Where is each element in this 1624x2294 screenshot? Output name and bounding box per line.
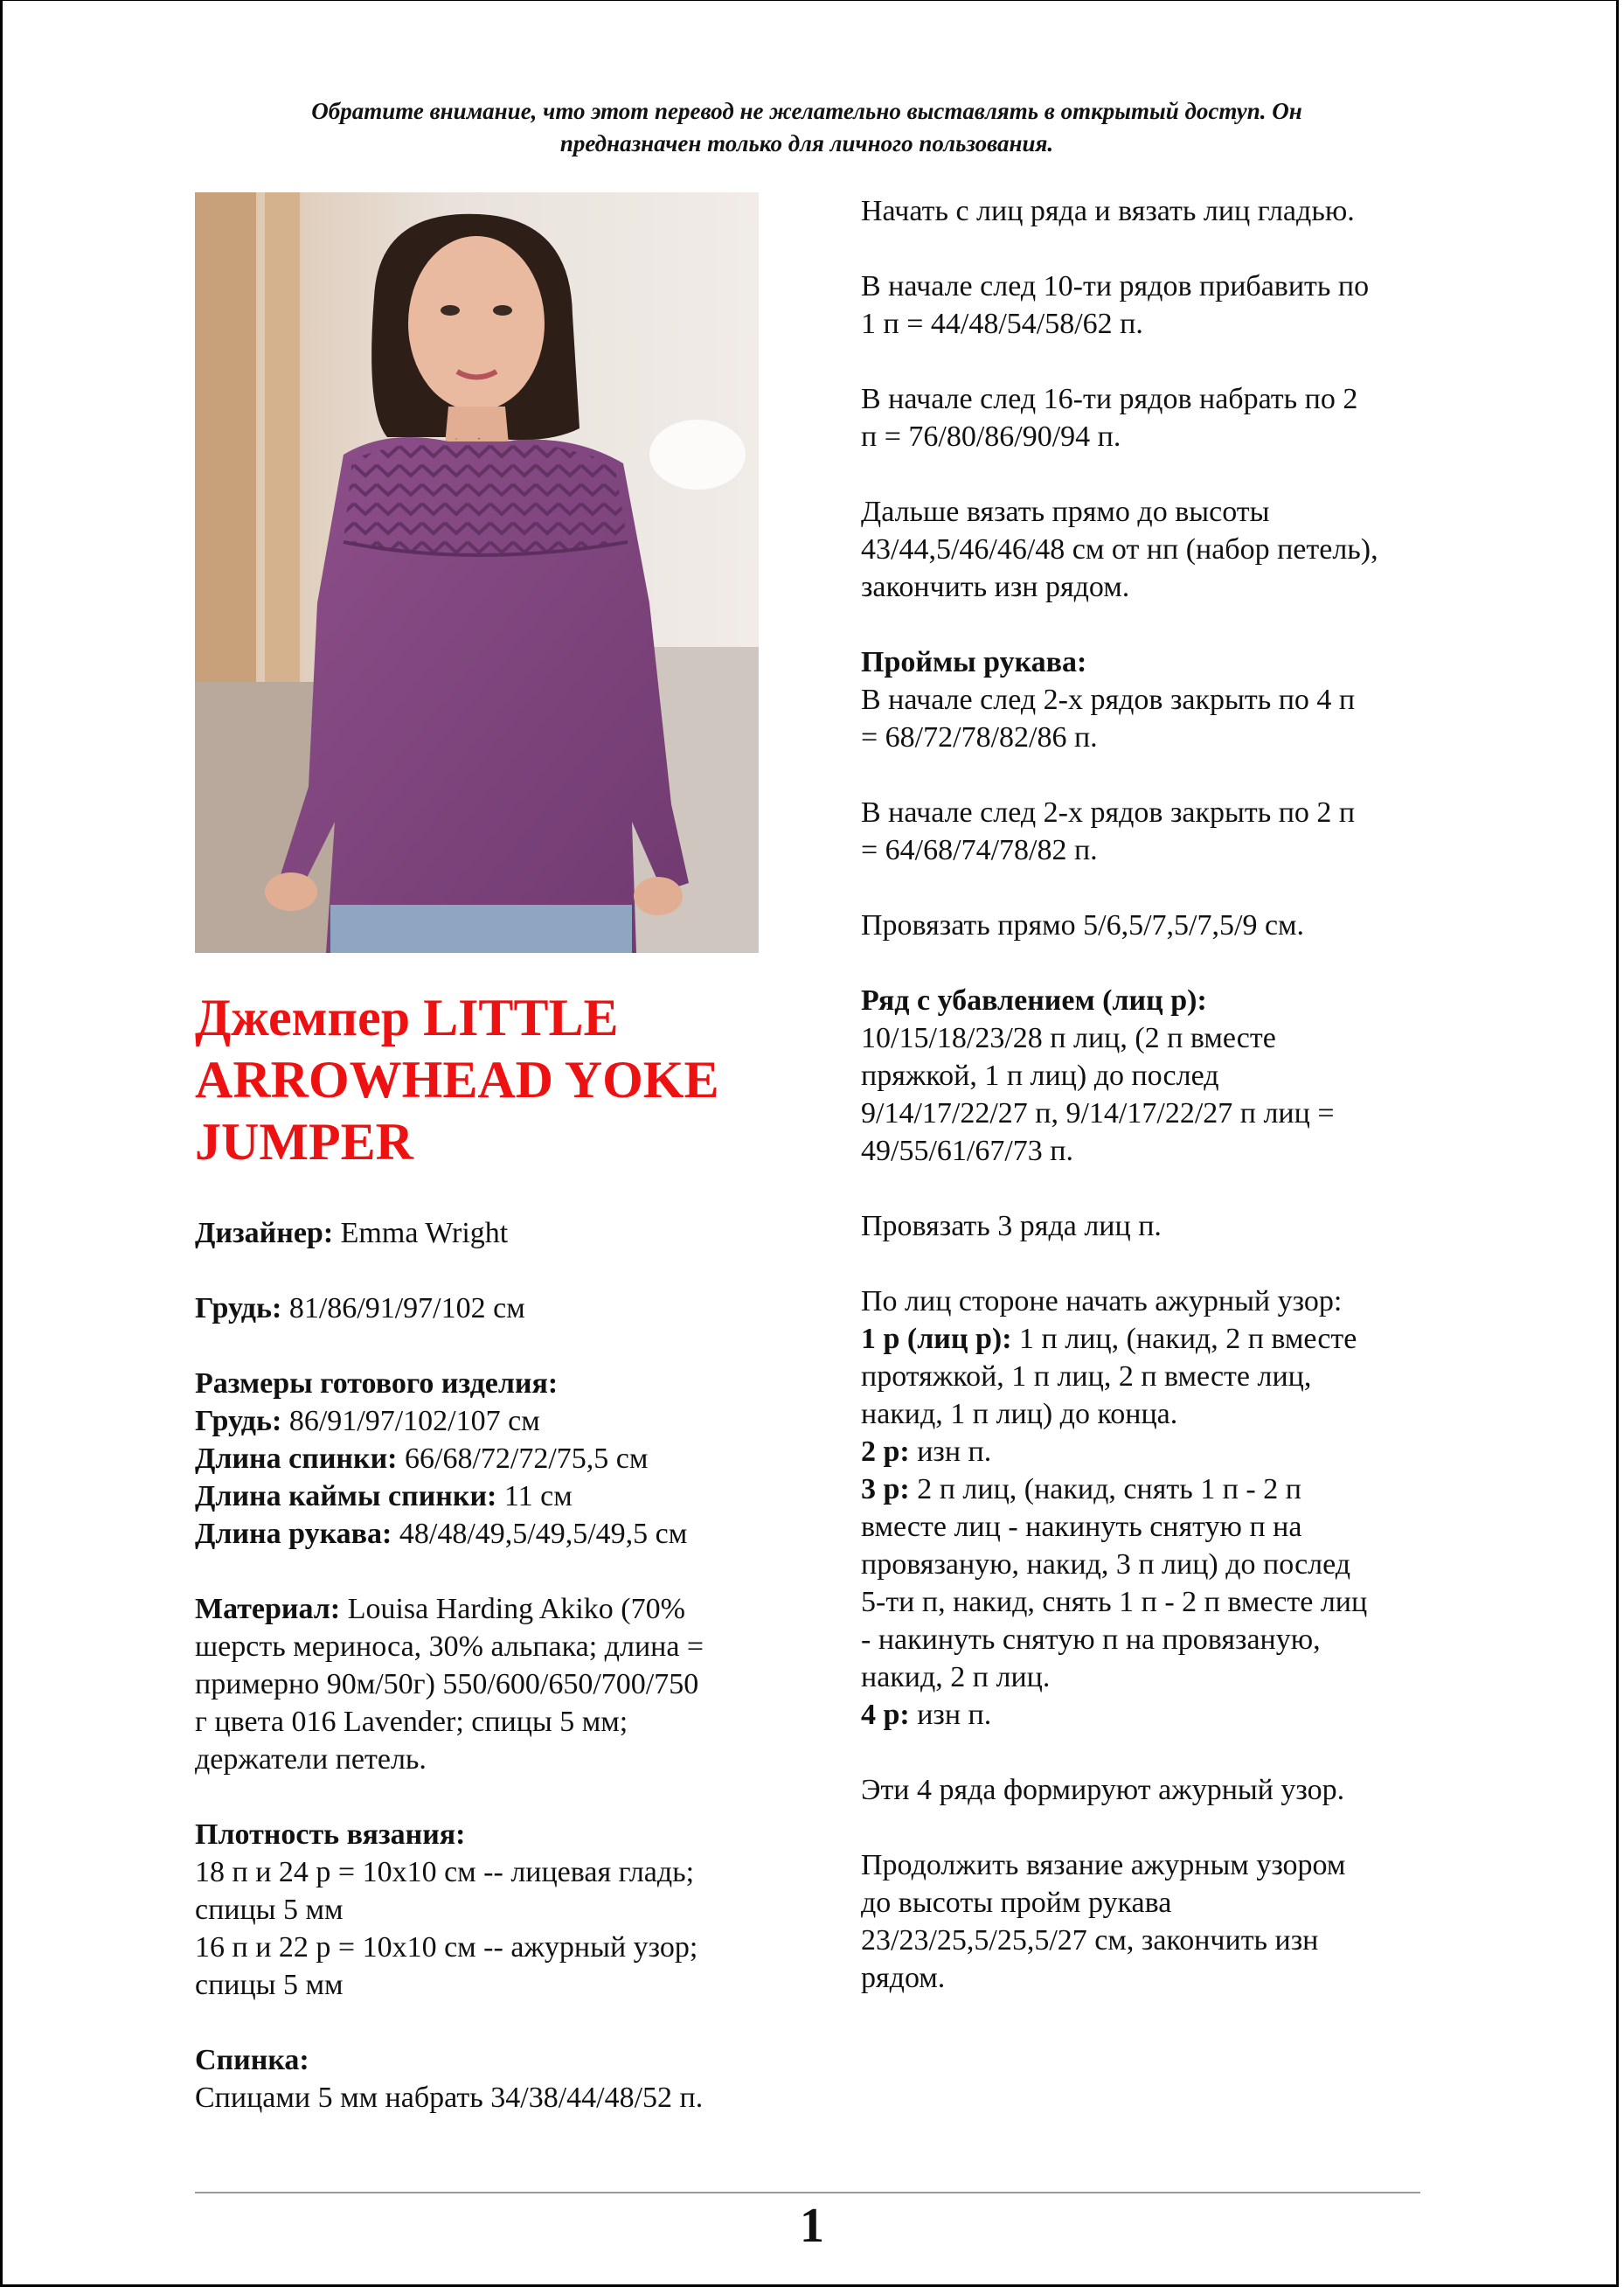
instruction-line: 10/15/18/23/28 п лиц, (2 п вместе [861,1022,1276,1054]
right-column [861,192,1473,1997]
back-line: Спицами 5 мм набрать 34/38/44/48/52 п. [195,2082,704,2114]
finished-heading: Размеры готового изделия: [195,1367,559,1400]
back-heading: Спинка: [195,2044,309,2076]
instruction-line: до высоты пройм рукава [861,1887,1172,1919]
spec-value: 48/48/49,5/49,5/49,5 см [392,1518,688,1550]
instruction-line: 49/55/61/67/73 п. [861,1135,1073,1167]
spec-label: Длина рукава: [195,1518,392,1550]
instruction-line: 9/14/17/22/27 п, 9/14/17/22/27 п лиц = [861,1097,1335,1130]
material-value: Louisa Harding Akiko (70% [340,1593,685,1625]
spec-label: Грудь: [195,1405,282,1437]
instruction-line: 23/23/25,5/25,5/27 см, закончить изн [861,1924,1319,1957]
instruction-line: Провязать 3 ряда лиц п. [861,1210,1162,1242]
instruction-line: В начале след 16-ти рядов набрать по 2 [861,383,1358,415]
instruction-line: Дальше вязать прямо до высоты [861,496,1270,528]
designer-label: Дизайнер: [195,1217,334,1249]
instruction-line: Продолжить вязание ажурным узором [861,1849,1346,1881]
bust-label: Грудь: [195,1292,282,1324]
instruction-line: 43/44,5/46/46/48 см от нп (набор петель), [861,533,1378,566]
finished-back-length [195,1440,807,1477]
row-label: 1 р (лиц р): [861,1323,1012,1355]
armhole-heading: Проймы рукава: [861,646,1087,678]
bust-line [195,1290,807,1327]
instruction-line: Провязать прямо 5/6,5/7,5/7,5/9 см. [861,909,1305,942]
row-text: 2 п лиц, (накид, снять 1 п - 2 п [909,1473,1301,1505]
gauge-heading: Плотность вязания: [195,1818,466,1851]
row-2-line [861,1433,1473,1470]
row-label: 3 р: [861,1473,910,1505]
instruction-line: п = 76/80/86/90/94 п. [861,421,1121,453]
instruction-line: провязаную, накид, 3 п лиц) до послед [861,1548,1351,1581]
instruction-line: Эти 4 ряда формируют ажурный узор. [861,1774,1345,1806]
spec-label: Длина спинки: [195,1442,398,1475]
row-label: 2 р: [861,1435,910,1468]
gauge-line: спицы 5 мм [195,1894,344,1926]
material-line: держатели петель. [195,1743,427,1776]
instruction-line: закончить изн рядом. [861,571,1130,603]
material-line [195,1590,807,1628]
gauge-line: 16 п и 22 р = 10х10 см -- ажурный узор; [195,1931,698,1964]
finished-sleeve-length [195,1515,807,1553]
instruction-line: 1 п = 44/48/54/58/62 п. [861,308,1143,340]
spec-value: 11 см [496,1480,573,1512]
material-line: примерно 90м/50г) 550/600/650/700/750 [195,1668,699,1700]
notice-line: предназначен только для личного пользования. [559,130,1054,156]
material-label: Материал: [195,1593,341,1625]
row-text: изн п. [909,1699,992,1731]
notice-line: Обратите внимание, что этот перевод не желательно выставлять в открытый доступ. Он [311,98,1302,124]
instruction-line: накид, 2 п лиц. [861,1661,1051,1693]
title-line: ARROWHEAD YOKE [195,1051,719,1109]
instruction-line: - накинуть снятую п на провязаную, [861,1623,1321,1656]
privacy-notice [195,95,1419,160]
instruction-line: По лиц стороне начать ажурный узор: [861,1285,1343,1317]
title-line: JUMPER [195,1113,413,1171]
left-column [195,1214,807,2117]
designer-line [195,1214,807,1252]
page-number: 1 [800,2199,824,2253]
instruction-line: пряжкой, 1 п лиц) до послед [861,1060,1219,1092]
row-4-line [861,1696,1473,1734]
instruction-line: В начале след 2-х рядов закрыть по 2 п [861,796,1356,829]
row-1-line [861,1320,1473,1358]
row-label: 4 р: [861,1699,910,1731]
model-photo [195,192,759,953]
bust-value: 81/86/91/97/102 см [281,1292,525,1324]
instruction-line: = 64/68/74/78/82 п. [861,834,1098,866]
instruction-line: В начале след 2-х рядов закрыть по 4 п [861,684,1356,716]
gauge-line: 18 п и 24 р = 10х10 см -- лицевая гладь; [195,1856,695,1888]
pattern-title [195,987,807,1173]
finished-bust [195,1402,807,1440]
instruction-line: 5-ти п, накид, снять 1 п - 2 п вместе лиц [861,1586,1368,1618]
gauge-line: спицы 5 мм [195,1969,344,2001]
instruction-line: Начать с лиц ряда и вязать лиц гладью. [861,195,1355,227]
row-text: 1 п лиц, (накид, 2 п вместе [1011,1323,1357,1355]
instruction-line: накид, 1 п лиц) до конца. [861,1398,1178,1430]
spec-value: 66/68/72/72/75,5 см [397,1442,649,1475]
spec-label: Длина каймы спинки: [195,1480,497,1512]
footer-divider [195,2192,1420,2193]
material-line: шерсть мериноса, 30% альпака; длина = [195,1630,704,1663]
row-text: изн п. [909,1435,992,1468]
instruction-line: рядом. [861,1962,946,1994]
instruction-line: В начале след 10-ти рядов прибавить по [861,270,1370,302]
finished-hem-length [195,1477,807,1515]
designer-value: Emma Wright [333,1217,509,1249]
instruction-line: вместе лиц - накинуть снятую п на [861,1511,1302,1543]
instruction-line: = 68/72/78/82/86 п. [861,721,1098,754]
material-line: г цвета 016 Lavender; спицы 5 мм; [195,1706,628,1738]
instruction-line: протяжкой, 1 п лиц, 2 п вместе лиц, [861,1360,1312,1393]
decrease-heading: Ряд с убавлением (лиц р): [861,984,1207,1017]
spec-value: 86/91/97/102/107 см [281,1405,540,1437]
row-3-line [861,1470,1473,1508]
title-line: Джемпер LITTLE [195,989,619,1046]
